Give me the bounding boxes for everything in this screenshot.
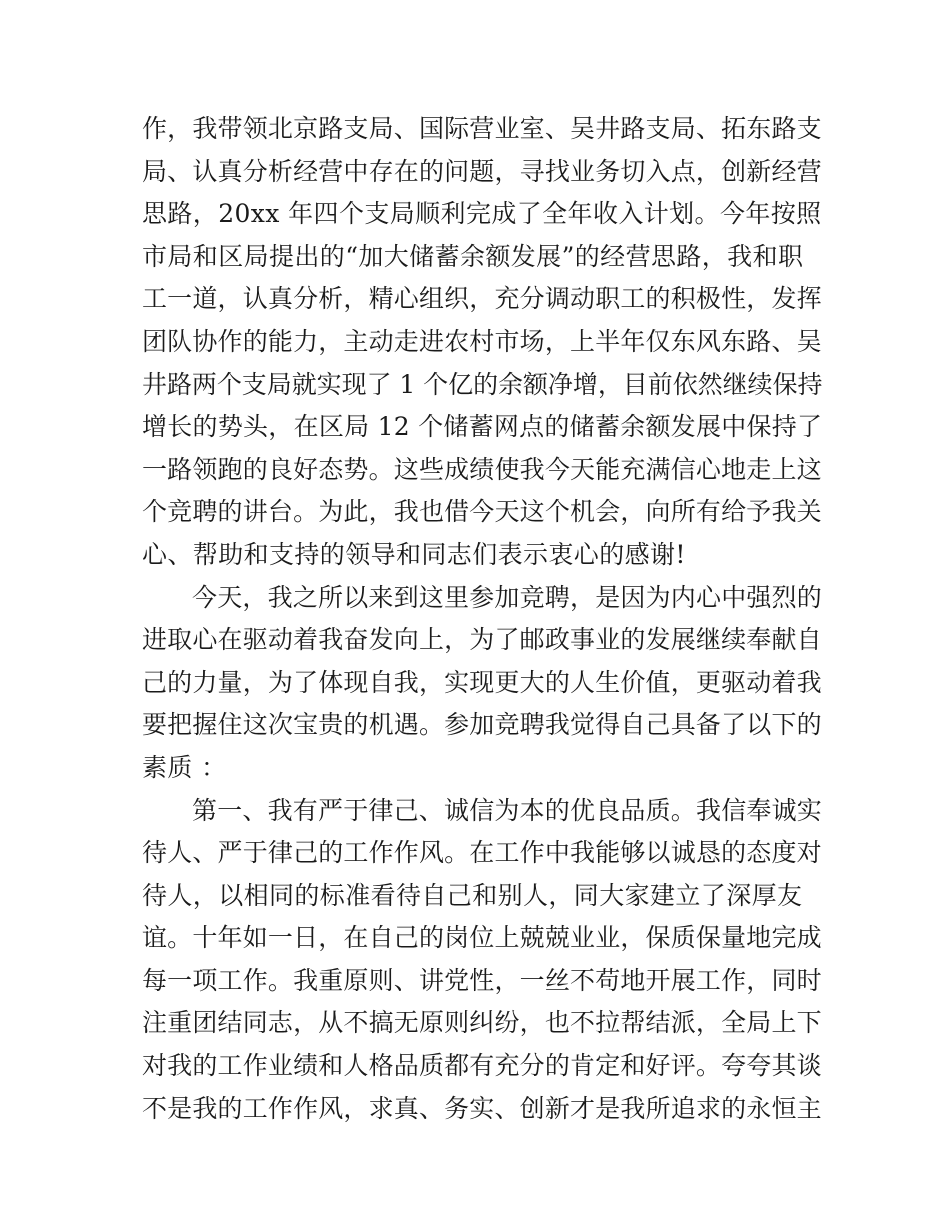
text-line: 不是我的工作作风，求真、务实、创新才是我所追求的永恒主 [142, 1093, 822, 1123]
text-line: 今天，我之所以来到这里参加竞聘，是因为内心中强烈的 [192, 582, 823, 612]
text-line: 思路，20xx 年四个支局顺利完成了全年收入计划。今年按照 [142, 199, 822, 229]
text-line: 作，我带领北京路支局、国际营业室、吴井路支局、拓东路支 [142, 114, 822, 143]
text-line: 井路两个支局就实现了 1 个亿的余额净增，目前依然继续保持 [142, 369, 823, 399]
text-line: 第一、我有严于律己、诚信为本的优良品质。我信奉诚实 [192, 795, 823, 825]
text-line: 个竞聘的讲台。为此，我也借今天这个机会，向所有给予我关 [142, 497, 822, 527]
text-line: 增长的势头，在区局 12 个储蓄网点的储蓄余额发展中保持了 [142, 412, 823, 442]
text-line: 每一项工作。我重原则、讲党性，一丝不苟地开展工作，同时 [142, 965, 822, 995]
text-line: 心、帮助和支持的领导和同志们表示衷心的感谢! [142, 539, 686, 569]
text-line: 注重团结同志，从不搞无原则纠纷，也不拉帮结派，全局上下 [142, 1008, 822, 1038]
text-line: 工一道，认真分析，精心组织，充分调动职工的积极性，发挥 [142, 284, 822, 314]
text-line: 待人，以相同的标准看待自己和别人，同大家建立了深厚友 [142, 880, 803, 910]
text-line: 局、认真分析经营中存在的问题，寻找业务切入点，创新经营 [142, 156, 822, 186]
text-line: 进取心在驱动着我奋发向上，为了邮政事业的发展继续奉献自 [142, 625, 822, 655]
text-line: 对我的工作业绩和人格品质都有充分的肯定和好评。夸夸其谈 [142, 1051, 822, 1081]
text-line: 团队协作的能力，主动走进农村市场，上半年仅东风东路、吴 [142, 326, 822, 356]
text-line: 要把握住这次宝贵的机遇。参加竞聘我觉得自己具备了以下的 [142, 710, 822, 740]
text-line: 谊。十年如一日，在自己的岗位上兢兢业业，保质保量地完成 [142, 923, 822, 953]
document-body [142, 108, 822, 1130]
text-line: 市局和区局提出的“加大储蓄余额发展”的经营思路，我和职 [142, 241, 804, 271]
text-line: 一路领跑的良好态势。这些成绩使我今天能充满信心地走上这 [142, 454, 822, 484]
text-line: 己的力量，为了体现自我，实现更大的人生价值，更驱动着我 [142, 667, 822, 697]
text-line: 待人、严于律己的工作作风。在工作中我能够以诚恳的态度对 [142, 838, 822, 868]
text-line: 素质 ： [142, 752, 227, 782]
